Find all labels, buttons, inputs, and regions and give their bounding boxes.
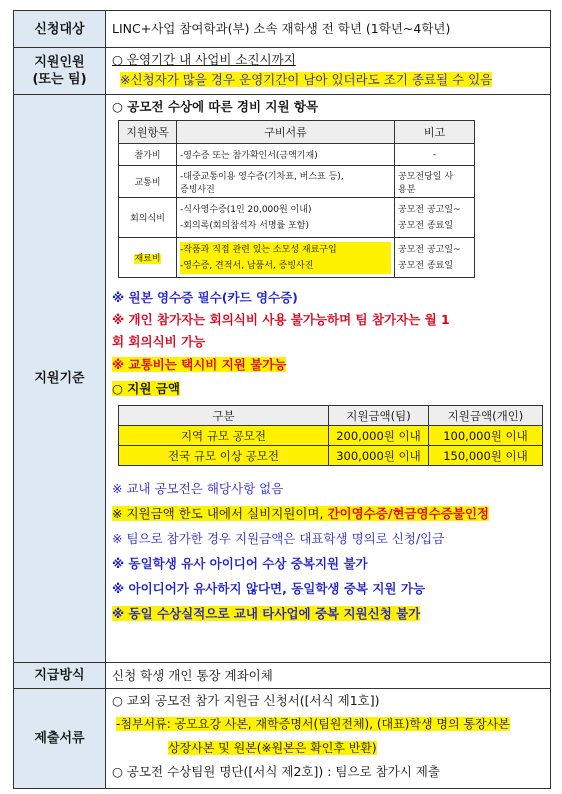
headcount-line2: ※신청자가 많을 경우 운영기간이 남아 있더라도 조기 종료될 수 있음 xyxy=(120,72,493,87)
note-limit: ※ 지원금액 한도 내에서 실비지원이며, 간이영수증/현금영수증불인정 xyxy=(112,506,489,521)
expense-item: 참가비 xyxy=(119,144,177,166)
note-individual-line2: 회 회의식비 가능 xyxy=(112,334,206,349)
amount-individual: 150,000원 이내 xyxy=(429,446,543,466)
amount-team: 300,000원 이내 xyxy=(329,446,429,466)
eligibility-label: 신청대상 xyxy=(14,11,106,48)
criteria-row xyxy=(14,95,551,663)
expense-header-docs: 구비서류 xyxy=(177,121,395,144)
expense-docs: -대중교통이용 영수증(기차표, 버스표 등), 증빙사진 xyxy=(177,166,395,198)
documents-line4: ○ 공모전 수상팀원 명단([서식 제2호]) : 팀으로 참가시 제출 xyxy=(112,764,440,779)
expense-item: 교통비 xyxy=(119,166,177,198)
headcount-row xyxy=(14,48,551,95)
note-duplicate: ※ 동일학생 유사 아이디어 수상 중복지원 불가 xyxy=(112,556,368,571)
documents-row xyxy=(14,689,551,789)
expense-row-materials xyxy=(119,238,475,278)
expense-item: 회의식비 xyxy=(119,198,177,238)
expense-note: 공모전당일 사 용분 xyxy=(395,166,475,198)
expense-row-entry-fee xyxy=(119,144,475,166)
expense-items-table xyxy=(118,120,475,278)
amount-row-national xyxy=(119,446,543,466)
amount-header-team: 지원금액(팀) xyxy=(329,406,429,426)
expense-note: 공모전 공고일~ 공모전 종료일 xyxy=(395,238,475,278)
amount-row-regional xyxy=(119,426,543,446)
documents-line2: -첨부서류: 공모요강 사본, 재학증명서(팀원전체), (대표)학생 명의 통장사본 xyxy=(116,717,510,731)
eligibility-row xyxy=(14,11,551,48)
expense-note: - xyxy=(395,144,475,166)
documents-label: 제출서류 xyxy=(14,689,106,789)
note-team: ※ 팀으로 참가한 경우 지원금액은 대표학생 명의로 신청/입금 xyxy=(112,531,445,546)
application-guide-table xyxy=(13,10,551,789)
amount-header-category: 구분 xyxy=(119,406,329,426)
headcount-label xyxy=(14,48,106,95)
documents-line3: 상장사본 및 원본(※원본은 확인후 반환) xyxy=(168,741,377,755)
headcount-line1: ○ 운영기간 내 사업비 소진시까지 xyxy=(112,52,296,67)
amount-category: 지역 규모 공모전 xyxy=(119,426,329,446)
expense-note: 공모전 공고일~ 공모전 종료일 xyxy=(395,198,475,238)
note-campus: ※ 교내 공모전은 해당사항 없음 xyxy=(112,481,284,496)
expense-item: 재료비 xyxy=(119,238,177,278)
payment-row xyxy=(14,663,551,689)
note-individual-line1: ※ 개인 참가자는 회의식비 사용 불가능하며 팀 참가자는 월 1 xyxy=(112,312,450,327)
headcount-label-line1: 지원인원 xyxy=(34,55,85,70)
amount-header-individual: 지원금액(개인) xyxy=(429,406,543,426)
note-taxi: ※ 교통비는 택시비 지원 불가능 xyxy=(112,357,287,372)
expense-row-meal xyxy=(119,198,475,238)
expense-docs: -식사영수증(1인 20,000원 이내) -회의록(회의참석자 서명률 포함) xyxy=(177,198,395,238)
support-amount-table xyxy=(118,405,543,466)
eligibility-text: LINC+사업 참여학과(부) 소속 재학생 전 학년 (1학년~4학년) xyxy=(112,21,451,36)
note-different: ※ 아이디어가 유사하지 않다면, 동일학생 중복 지원 가능 xyxy=(112,581,426,596)
expense-docs: -작품과 직접 관련 있는 소모성 재료구입 -영수증, 견적서, 납품서, 증빙사진 xyxy=(177,238,395,278)
amount-section-title: ○ 지원 금액 xyxy=(112,381,180,396)
expense-header-note: 비고 xyxy=(395,121,475,144)
note-other: ※ 동일 수상실적으로 교내 타사업에 중복 지원신청 불가 xyxy=(112,606,421,621)
amount-category: 전국 규모 이상 공모전 xyxy=(119,446,329,466)
expense-docs: -영수증 또는 참가확인서(금액기재) xyxy=(177,144,395,166)
expense-header-item: 지원항목 xyxy=(119,121,177,144)
note-original-receipt: ※ 원본 영수증 필수(카드 영수증) xyxy=(112,290,298,305)
payment-label: 지급방식 xyxy=(14,663,106,689)
expense-row-transport xyxy=(119,166,475,198)
documents-line1: ○ 교외 공모전 참가 지원금 신청서([서식 제1호]) xyxy=(112,693,380,708)
expense-section-title: ○ 공모전 수상에 따른 경비 지원 항목 xyxy=(112,99,319,114)
amount-team: 200,000원 이내 xyxy=(329,426,429,446)
amount-individual: 100,000원 이내 xyxy=(429,426,543,446)
headcount-label-line2: (또는 팀) xyxy=(32,72,87,87)
payment-text: 신청 학생 개인 통장 계좌이체 xyxy=(112,667,273,683)
criteria-label: 지원기준 xyxy=(14,95,106,663)
